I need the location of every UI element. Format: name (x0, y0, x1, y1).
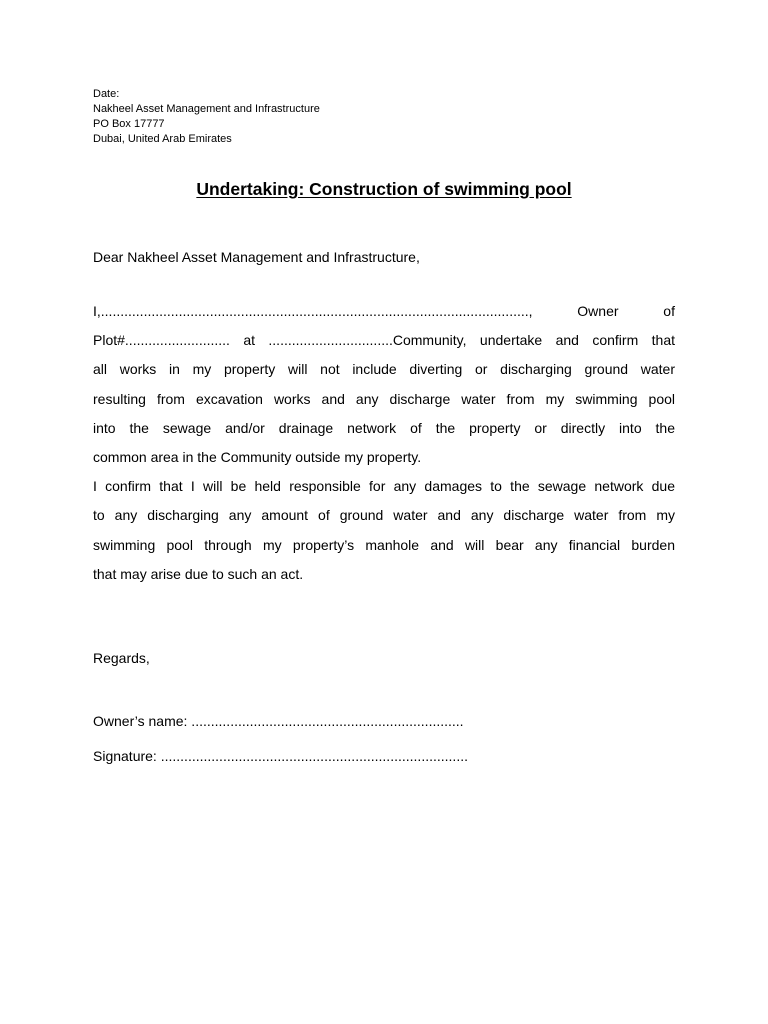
signature-field: Signature: ............................................................................... (93, 748, 468, 764)
owner-name-field: Owner’s name: ...................................................................... (93, 713, 464, 729)
body-line-3: all works in my property will not include diverting or discharging ground water (93, 361, 675, 378)
body-line-10: that may arise due to such an act. (93, 565, 304, 582)
company-name: Nakheel Asset Management and Infrastructure (93, 103, 320, 115)
body-line-9: swimming pool through my property’s manhole and will bear any financial burden (93, 536, 675, 553)
owner-name-blank: I,.............................................................................................................., (93, 303, 533, 319)
address-block (93, 87, 320, 147)
body-line-8: to any discharging any amount of ground water and any discharge water from my (93, 507, 675, 524)
date-label: Date: (93, 88, 120, 100)
undertaking-body (93, 297, 675, 589)
body-line-5: into the sewage and/or drainage network of the property or directly into the (93, 419, 675, 436)
salutation: Dear Nakheel Asset Management and Infrastructure, (93, 249, 420, 265)
body-line-7: I confirm that I will be held responsible for any damages to the sewage network due (93, 478, 675, 495)
owner-word: Owner (577, 303, 619, 319)
body-line-2: Plot#........................... at ................................Community, undertake and confirm that (93, 332, 675, 349)
body-line-4: resulting from excavation works and any discharge water from my swimming pool (93, 390, 675, 407)
regards: Regards, (93, 650, 150, 666)
city-country: Dubai, United Arab Emirates (93, 133, 232, 145)
document-title: Undertaking: Construction of swimming pool (196, 179, 572, 199)
of-word: of (663, 303, 675, 319)
po-box: PO Box 17777 (93, 118, 165, 130)
body-line-6: common area in the Community outside my property. (93, 448, 422, 465)
body-line-1 (93, 297, 675, 326)
